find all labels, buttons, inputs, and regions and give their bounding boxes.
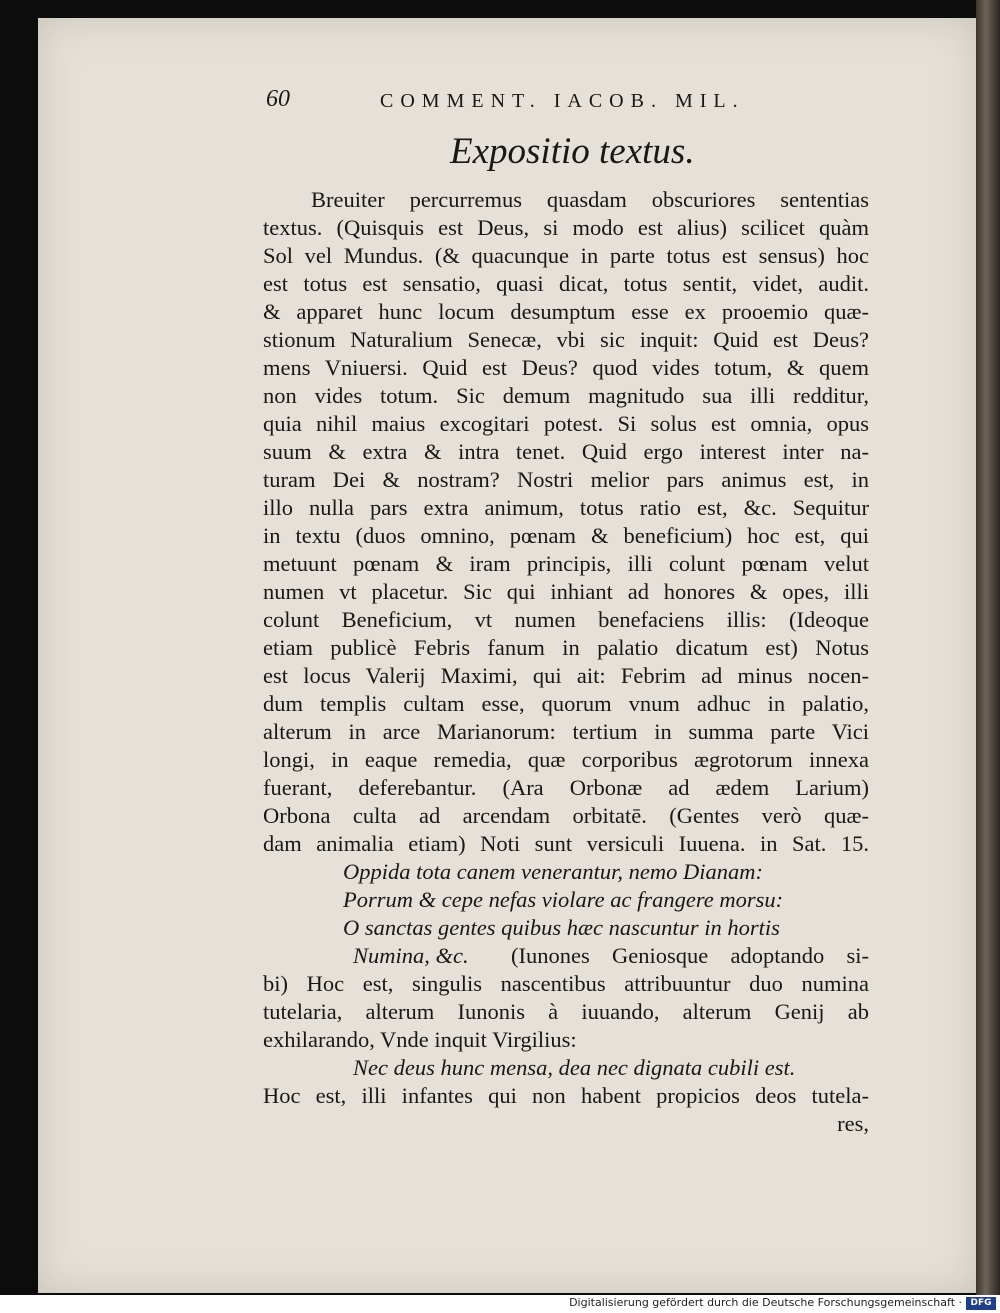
text-line: numen vt placetur. Sic qui inhiant ad honores & opes, illi	[263, 579, 869, 604]
text-line: fuerant, deferebantur. (Ara Orbonæ ad ædem Larium)	[263, 775, 869, 800]
dfg-logo: DFG	[966, 1297, 996, 1310]
text-line: est locus Valerij Maximi, qui ait: Febrim ad minus nocen-	[263, 663, 869, 688]
text-line: tutelaria, alterum Iunonis à iuuando, alterum Genij ab	[263, 999, 869, 1024]
text-line: dum templis cultam esse, quorum vnum adhuc in palatio,	[263, 691, 869, 716]
text-line: Breuiter percurremus quasdam obscuriores sententias	[311, 187, 869, 212]
section-title: Expositio textus.	[450, 131, 695, 172]
text-line: in textu (duos omnino, pœnam & beneficium) hoc est, qui	[263, 523, 869, 548]
text-line: Sol vel Mundus. (& quacunque in parte totus est sensus) hoc	[263, 243, 869, 268]
text-line: (Iunones Geniosque adoptando si-	[511, 943, 869, 968]
verse-line-end: Numina, &c.	[353, 943, 469, 968]
text-line: illo nulla pars extra animum, totus ratio est, &c. Sequitur	[263, 495, 869, 520]
text-line: quia nihil maius excogitari potest. Si solus est omnia, opus	[263, 411, 869, 436]
text-line: & apparet hunc locum desumptum esse ex prooemio quæ-	[263, 299, 869, 324]
text-line: dam animalia etiam) Noti sunt versiculi Iuuena. in Sat. 15.	[263, 831, 869, 856]
text-line: bi) Hoc est, singulis nascentibus attribuuntur duo numina	[263, 971, 869, 996]
running-head: COMMENT. IACOB. MIL.	[380, 90, 745, 112]
text-line: longi, in eaque remedia, quæ corporibus ægrotorum innexa	[263, 747, 869, 772]
footer-bar	[0, 1295, 1000, 1313]
text-line: etiam publicè Febris fanum in palatio dicatum est) Notus	[263, 635, 869, 660]
text-line: Orbona culta ad arcendam orbitatē. (Gentes verò quæ-	[263, 803, 869, 828]
footer-credit: Digitalisierung gefördert durch die Deutsche Forschungsgemeinschaft ·	[569, 1296, 962, 1309]
verse-line: O sanctas gentes quibus hæc nascuntur in hortis	[343, 915, 780, 940]
catchword: res,	[837, 1111, 869, 1136]
verse-line: Nec deus hunc mensa, dea nec dignata cubili est.	[353, 1055, 796, 1080]
text-line: textus. (Quisquis est Deus, si modo est alius) scilicet quàm	[263, 215, 869, 240]
text-line: non vides totum. Sic demum magnitudo sua illi redditur,	[263, 383, 869, 408]
text-line: colunt Beneficium, vt numen benefaciens illis: (Ideoque	[263, 607, 869, 632]
text-line: Hoc est, illi infantes qui non habent propicios deos tutela-	[263, 1083, 869, 1108]
text-line: turam Dei & nostram? Nostri melior pars animus est, in	[263, 467, 869, 492]
text-line: suum & extra & intra tenet. Quid ergo interest inter na-	[263, 439, 869, 464]
book-page	[38, 18, 976, 1293]
page-number: 60	[266, 86, 290, 112]
text-line: metuunt pœnam & iram principis, illi colunt pœnam velut	[263, 551, 869, 576]
text-line: stionum Naturalium Senecæ, vbi sic inquit: Quid est Deus?	[263, 327, 869, 352]
text-line: exhilarando, Vnde inquit Virgilius:	[263, 1027, 577, 1052]
verse-line: Porrum & cepe nefas violare ac frangere morsu:	[343, 887, 784, 912]
book-edge	[976, 0, 1000, 1295]
text-line: alterum in arce Marianorum: tertium in summa parte Vici	[263, 719, 869, 744]
text-line: mens Vniuersi. Quid est Deus? quod vides totum, & quem	[263, 355, 869, 380]
text-line: est totus est sensatio, quasi dicat, totus sentit, videt, audit.	[263, 271, 869, 296]
verse-line: Oppida tota canem venerantur, nemo Dianam:	[343, 859, 763, 884]
